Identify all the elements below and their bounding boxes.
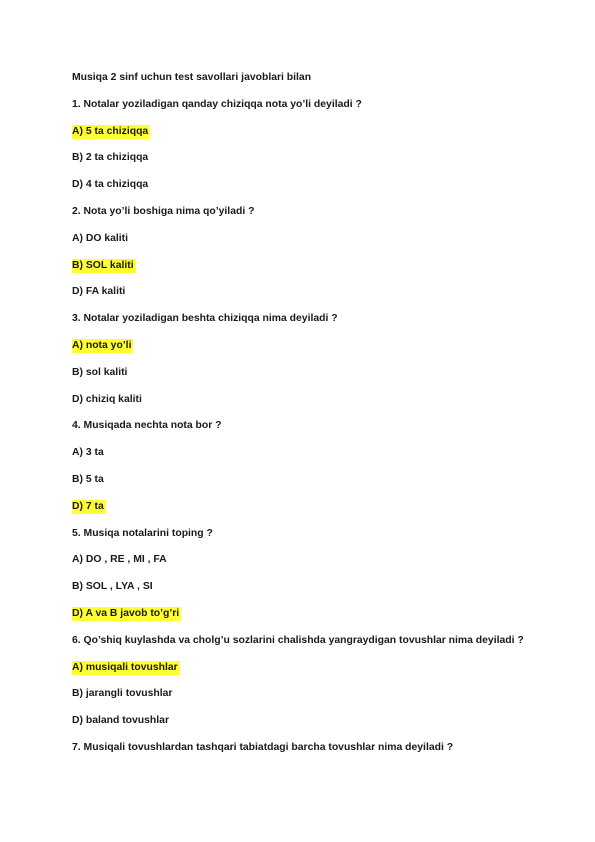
- correct-answer-line: [72, 607, 532, 634]
- correct-answer-line: [72, 661, 532, 688]
- question-text: 2. Nota yo’li boshiga nima qo’yiladi ?: [72, 205, 255, 217]
- document-content: [72, 71, 532, 768]
- answer-text: A) 3 ta: [72, 447, 104, 459]
- answer-text: B) SOL , LYA , SI: [72, 581, 153, 593]
- answer-text: D) 4 ta chiziqqa: [72, 179, 149, 191]
- answer-option-line: [72, 151, 532, 178]
- answer-text: D) baland tovushlar: [72, 715, 169, 727]
- question-line: [72, 205, 532, 232]
- answer-text: D) A va B javob to’g’ri: [72, 607, 180, 619]
- answer-text: A) nota yo’li: [72, 339, 132, 351]
- answer-text: B) SOL kaliti: [72, 259, 134, 271]
- answer-text: A) DO , RE , MI , FA: [72, 554, 167, 566]
- question-line: [72, 419, 532, 446]
- answer-option-line: [72, 553, 532, 580]
- answer-option-line: [72, 714, 532, 741]
- answer-text: B) jarangli tovushlar: [72, 688, 173, 700]
- question-text: 1. Notalar yoziladigan qanday chiziqqa nota yo’li deyiladi ?: [72, 98, 362, 110]
- answer-text: B) sol kaliti: [72, 366, 128, 378]
- question-text: 5. Musiqa notalarini toping ?: [72, 527, 213, 539]
- answer-option-line: [72, 285, 532, 312]
- answer-option-line: [72, 446, 532, 473]
- answer-text: A) musiqali tovushlar: [72, 661, 178, 673]
- question-line: [72, 741, 532, 768]
- question-line: [72, 634, 532, 661]
- answer-option-line: [72, 580, 532, 607]
- correct-answer-line: [72, 259, 532, 286]
- answer-option-line: [72, 687, 532, 714]
- question-text: 7. Musiqali tovushlardan tashqari tabiatdagi barcha tovushlar nima deyiladi ?: [72, 741, 454, 753]
- document-title-text: Musiqa 2 sinf uchun test savollari javoblari bilan: [72, 72, 312, 83]
- answer-text: B) 5 ta: [72, 473, 104, 485]
- correct-answer-line: [72, 339, 532, 366]
- answer-text: A) 5 ta chiziqqa: [72, 125, 149, 137]
- answer-text: A) DO kaliti: [72, 232, 129, 244]
- question-text: 6. Qo’shiq kuylashda va cholg’u sozlarini chalishda yangraydigan tovushlar nima deyiladi ?: [72, 634, 524, 646]
- answer-text: D) chiziq kaliti: [72, 393, 142, 405]
- answer-option-line: [72, 366, 532, 393]
- document-title: [72, 71, 532, 98]
- answer-option-line: [72, 473, 532, 500]
- answer-option-line: [72, 232, 532, 259]
- answer-text: D) FA kaliti: [72, 286, 126, 298]
- correct-answer-line: [72, 125, 532, 152]
- question-text: 4. Musiqada nechta nota bor ?: [72, 420, 222, 432]
- question-line: [72, 527, 532, 554]
- question-text: 3. Notalar yoziladigan beshta chiziqqa nima deyiladi ?: [72, 313, 338, 325]
- question-line: [72, 312, 532, 339]
- answer-option-line: [72, 393, 532, 420]
- correct-answer-line: [72, 500, 532, 527]
- answer-option-line: [72, 178, 532, 205]
- answer-text: D) 7 ta: [72, 500, 104, 512]
- answer-text: B) 2 ta chiziqqa: [72, 152, 149, 164]
- question-line: [72, 98, 532, 125]
- question-list: [72, 98, 532, 768]
